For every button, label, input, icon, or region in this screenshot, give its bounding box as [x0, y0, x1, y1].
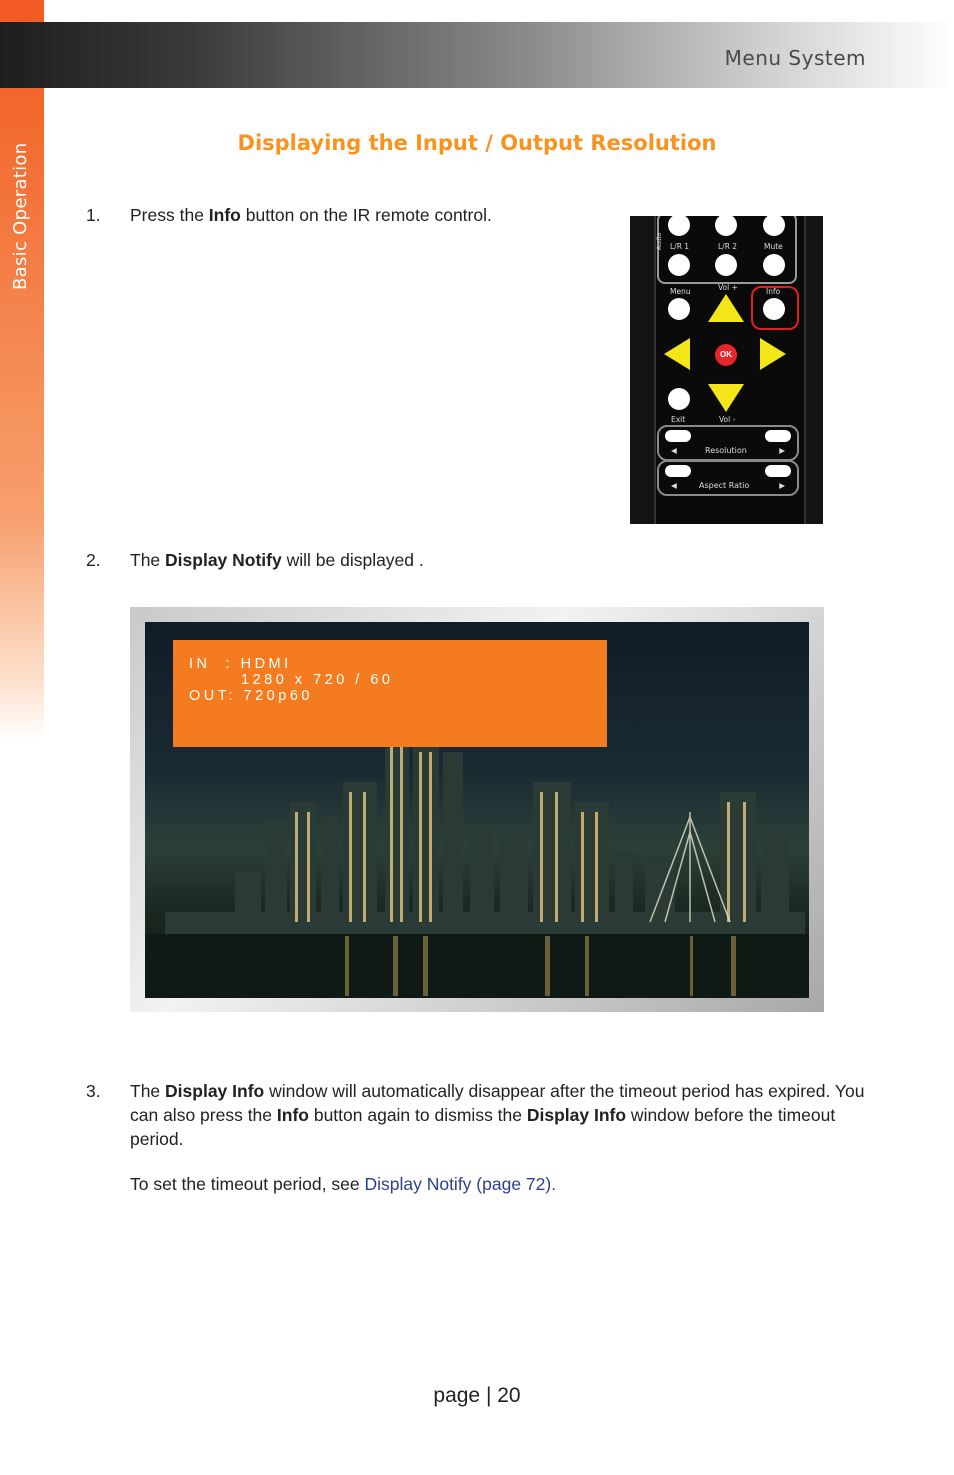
vol-up-label: Vol + — [718, 283, 738, 292]
mute-button — [763, 254, 785, 276]
step-text: Press the Info button on the IR remote control. — [130, 205, 492, 225]
lr1-button — [668, 254, 690, 276]
display-notify-link[interactable]: Display Notify (page 72) — [364, 1174, 552, 1194]
aspect-right-button — [765, 465, 791, 477]
vol-down-arrow-icon — [708, 384, 744, 412]
tv-screen — [145, 622, 809, 998]
lr1-label: L/R 1 — [670, 242, 690, 251]
resolution-group — [657, 425, 799, 461]
section-title: Displaying the Input / Output Resolution — [237, 131, 717, 155]
lr2-label: L/R 2 — [718, 242, 738, 251]
aspect-left-button — [665, 465, 691, 477]
timeout-note: To set the timeout period, see Display Notify (page 72). — [130, 1174, 557, 1194]
side-tab — [0, 0, 44, 740]
audio-label: Audio — [656, 232, 663, 250]
info-label: Info — [766, 287, 781, 296]
menu-label: Menu — [670, 287, 691, 296]
osd-output-line: OUT: 720p60 — [189, 688, 313, 704]
exit-label: Exit — [671, 415, 686, 424]
lr2-button — [715, 254, 737, 276]
aspect-ratio-label: Aspect Ratio — [699, 481, 750, 490]
display-notify-image — [130, 607, 824, 1012]
resolution-right-glyph: ▶ — [779, 446, 785, 455]
resolution-left-glyph: ◀ — [671, 446, 677, 455]
step-text: The Display Info window will automatically disappear after the timeout period has expired. You can also press the Info button again to dismiss the Display Info window before the timeout period. — [130, 1081, 865, 1149]
step-number: 1. — [86, 205, 101, 225]
right-arrow-icon — [760, 338, 786, 370]
vol-up-arrow-icon — [708, 294, 744, 322]
left-arrow-icon — [664, 338, 690, 370]
aspect-left-glyph: ◀ — [671, 481, 677, 490]
mute-label: Mute — [764, 242, 783, 251]
osd-input-line: IN : HDMI — [189, 656, 292, 672]
resolution-label: Resolution — [705, 446, 747, 455]
aspect-ratio-group — [657, 460, 799, 496]
resolution-right-button — [765, 430, 791, 442]
step-number: 3. — [86, 1081, 101, 1101]
step-text: The Display Notify will be displayed . — [130, 550, 424, 570]
aspect-right-glyph: ▶ — [779, 481, 785, 490]
remote-control-image — [630, 216, 823, 524]
step-number: 2. — [86, 550, 101, 570]
osd-input-resolution: 1280 x 720 / 60 — [241, 672, 394, 688]
resolution-left-button — [665, 430, 691, 442]
page-number: page | 20 — [433, 1384, 521, 1407]
header-section-label: Menu System — [724, 46, 866, 70]
side-tab-label: Basic Operation — [10, 142, 31, 290]
exit-button — [668, 388, 690, 410]
info-button — [763, 298, 785, 320]
vol-down-label: Vol - — [719, 415, 736, 424]
menu-button — [668, 298, 690, 320]
ok-button: OK — [715, 344, 737, 366]
display-notify-osd — [173, 640, 607, 747]
